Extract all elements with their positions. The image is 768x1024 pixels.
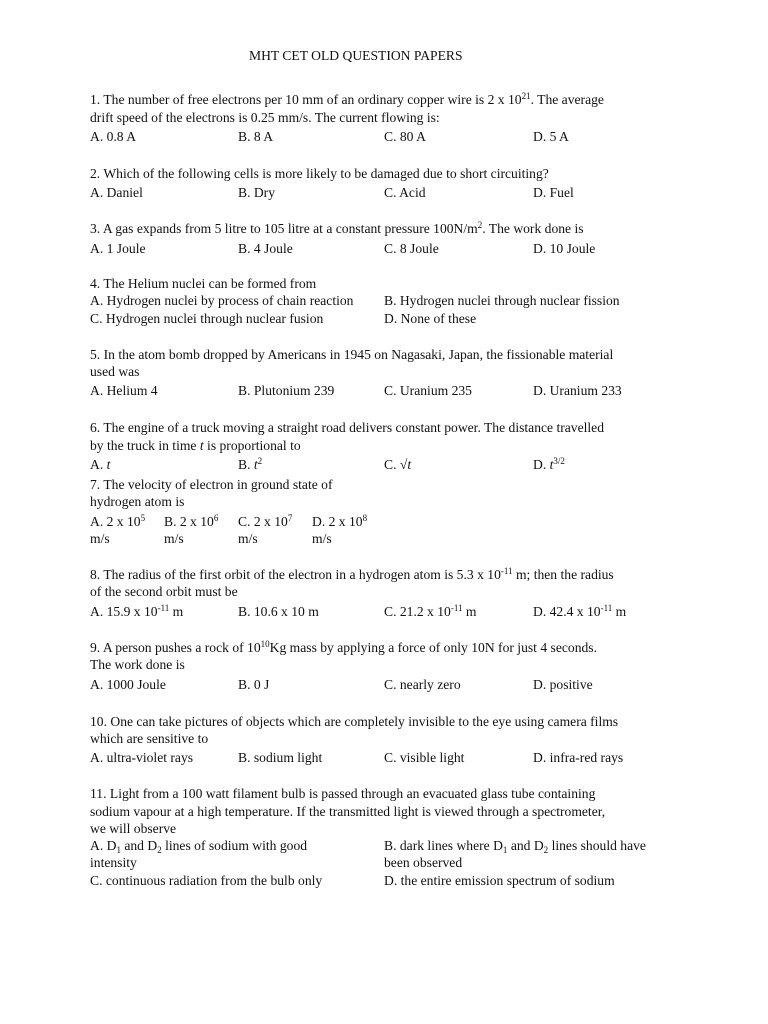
question-7-text-line1: 7. The velocity of electron in ground state of bbox=[90, 477, 333, 492]
question-5-text-line2: used was bbox=[90, 364, 140, 379]
question-7-option-a: A. 2 x $10^5$ bbox=[90, 513, 146, 529]
question-4-option-c: C. Hydrogen nuclei through nuclear fusion bbox=[90, 311, 324, 326]
question-1-option-c: C. 80 A bbox=[384, 129, 426, 144]
question-7-option-b: B. 2 x $10^6$ bbox=[164, 513, 219, 529]
question-1-option-b: B. 8 A bbox=[238, 129, 274, 144]
question-10-text-line1: 10. One can take pictures of objects which are completely invisible to the eye using camera films bbox=[90, 714, 619, 729]
question-7-option-a-unit: m/s bbox=[90, 531, 110, 546]
question-11-option-a: A. $D_1$ and $D_2$ lines of sodium with good bbox=[90, 838, 308, 855]
question-1-option-a: A. 0.8 A bbox=[90, 129, 137, 144]
question-6-option-c: C. √t bbox=[384, 457, 412, 472]
question-3-option-c: C. 8 Joule bbox=[384, 241, 439, 256]
question-2-option-a: A. Daniel bbox=[90, 185, 143, 200]
question-10-option-a: A. ultra-violet rays bbox=[90, 750, 194, 765]
question-2-option-d: D. Fuel bbox=[533, 185, 574, 200]
question-9-text-line2: The work done is bbox=[90, 657, 185, 672]
page-title: MHT CET OLD QUESTION PAPERS bbox=[249, 48, 463, 63]
question-10-option-b: B. sodium light bbox=[238, 750, 323, 765]
question-11-text-line3: we will observe bbox=[90, 821, 177, 836]
question-4-text: 4. The Helium nuclei can be formed from bbox=[90, 276, 317, 291]
question-1-option-d: D. 5 A bbox=[533, 129, 569, 144]
question-9-option-d: D. positive bbox=[533, 677, 593, 692]
question-8-option-d: D. 42.4 x $10^{-11}$ m bbox=[533, 603, 627, 619]
question-2-option-b: B. Dry bbox=[238, 185, 276, 200]
question-6-text-line1: 6. The engine of a truck moving a straight road delivers constant power. The distance travelled bbox=[90, 420, 605, 435]
question-10-text-line2: which are sensitive to bbox=[90, 731, 209, 746]
question-5-option-d: D. Uranium 233 bbox=[533, 383, 622, 398]
question-7-option-d-unit: m/s bbox=[312, 531, 332, 546]
question-3-option-a: A. 1 Joule bbox=[90, 241, 146, 256]
question-5-option-a: A. Helium 4 bbox=[90, 383, 158, 398]
question-7-option-d: D. 2 x $10^8$ bbox=[312, 513, 368, 529]
question-6-option-d: D. $t^{3/2}$ bbox=[533, 456, 565, 472]
question-11-option-b-line2: been observed bbox=[384, 855, 463, 870]
question-4-option-b: B. Hydrogen nuclei through nuclear fission bbox=[384, 293, 620, 308]
question-11-text-line2: sodium vapour at a high temperature. If the transmitted light is viewed through a spectrometer, bbox=[90, 804, 606, 819]
question-11-text-line1: 11. Light from a 100 watt filament bulb is passed through an evacuated glass tube containing bbox=[90, 786, 596, 801]
question-3-option-d: D. 10 Joule bbox=[533, 241, 596, 256]
question-7-text-line2: hydrogen atom is bbox=[90, 494, 185, 509]
question-8-text-line2: of the second orbit must be bbox=[90, 584, 238, 599]
question-7-option-c-unit: m/s bbox=[238, 531, 258, 546]
question-7-option-c: C. 2 x $10^7$ bbox=[238, 513, 293, 529]
question-8-option-c: C. 21.2 x $10^{-11}$ m bbox=[384, 603, 477, 619]
question-10-option-c: C. visible light bbox=[384, 750, 465, 765]
question-8-text-line1: 8. The radius of the first orbit of the electron in a hydrogen atom is 5.3 x $10^{-11}$ m; then the radius bbox=[90, 566, 614, 582]
question-7-option-b-unit: m/s bbox=[164, 531, 184, 546]
question-2-text: 2. Which of the following cells is more likely to be damaged due to short circuiting? bbox=[90, 166, 549, 181]
question-8-option-b: B. 10.6 x 10 m bbox=[238, 604, 319, 619]
question-6-option-b: B. $t^2$ bbox=[238, 456, 263, 472]
question-11-option-b: B. dark lines where $D_1$ and $D_2$ lines should have bbox=[384, 838, 646, 855]
question-8-option-a: A. 15.9 x $10^{-11}$ m bbox=[90, 603, 184, 619]
question-4-option-a: A. Hydrogen nuclei by process of chain reaction bbox=[90, 293, 354, 308]
question-4-option-d: D. None of these bbox=[384, 311, 477, 326]
question-9-option-b: B. 0 J bbox=[238, 677, 270, 692]
question-1-text-line2: drift speed of the electrons is 0.25 mm/s. The current flowing is: bbox=[90, 110, 440, 125]
question-3-option-b: B. 4 Joule bbox=[238, 241, 293, 256]
question-9-option-a: A. 1000 Joule bbox=[90, 677, 166, 692]
question-11-option-d: D. the entire emission spectrum of sodium bbox=[384, 873, 615, 888]
question-2-option-c: C. Acid bbox=[384, 185, 426, 200]
question-9-option-c: C. nearly zero bbox=[384, 677, 461, 692]
question-11-option-c: C. continuous radiation from the bulb only bbox=[90, 873, 323, 888]
question-6-text-line2: by the truck in time t is proportional to bbox=[90, 438, 301, 453]
question-3-text: 3. A gas expands from 5 litre to 105 litre at a constant pressure $100N/m^2$. The work done is bbox=[90, 220, 584, 236]
question-5-option-c: C. Uranium 235 bbox=[384, 383, 472, 398]
question-6-option-a: A. t bbox=[90, 457, 111, 472]
question-11-option-a-line2: intensity bbox=[90, 855, 137, 870]
question-10-option-d: D. infra-red rays bbox=[533, 750, 624, 765]
question-5-text-line1: 5. In the atom bomb dropped by Americans in 1945 on Nagasaki, Japan, the fissionable material bbox=[90, 347, 614, 362]
question-1-text-line1: 1. The number of free electrons per 10 mm of an ordinary copper wire is 2 x $10^{21}$. The average bbox=[90, 91, 604, 107]
question-5-option-b: B. Plutonium 239 bbox=[238, 383, 335, 398]
question-9-text-line1: 9. A person pushes a rock of $10^{10}Kg$ mass by applying a force of only 10N for just 4 seconds. bbox=[90, 639, 597, 655]
